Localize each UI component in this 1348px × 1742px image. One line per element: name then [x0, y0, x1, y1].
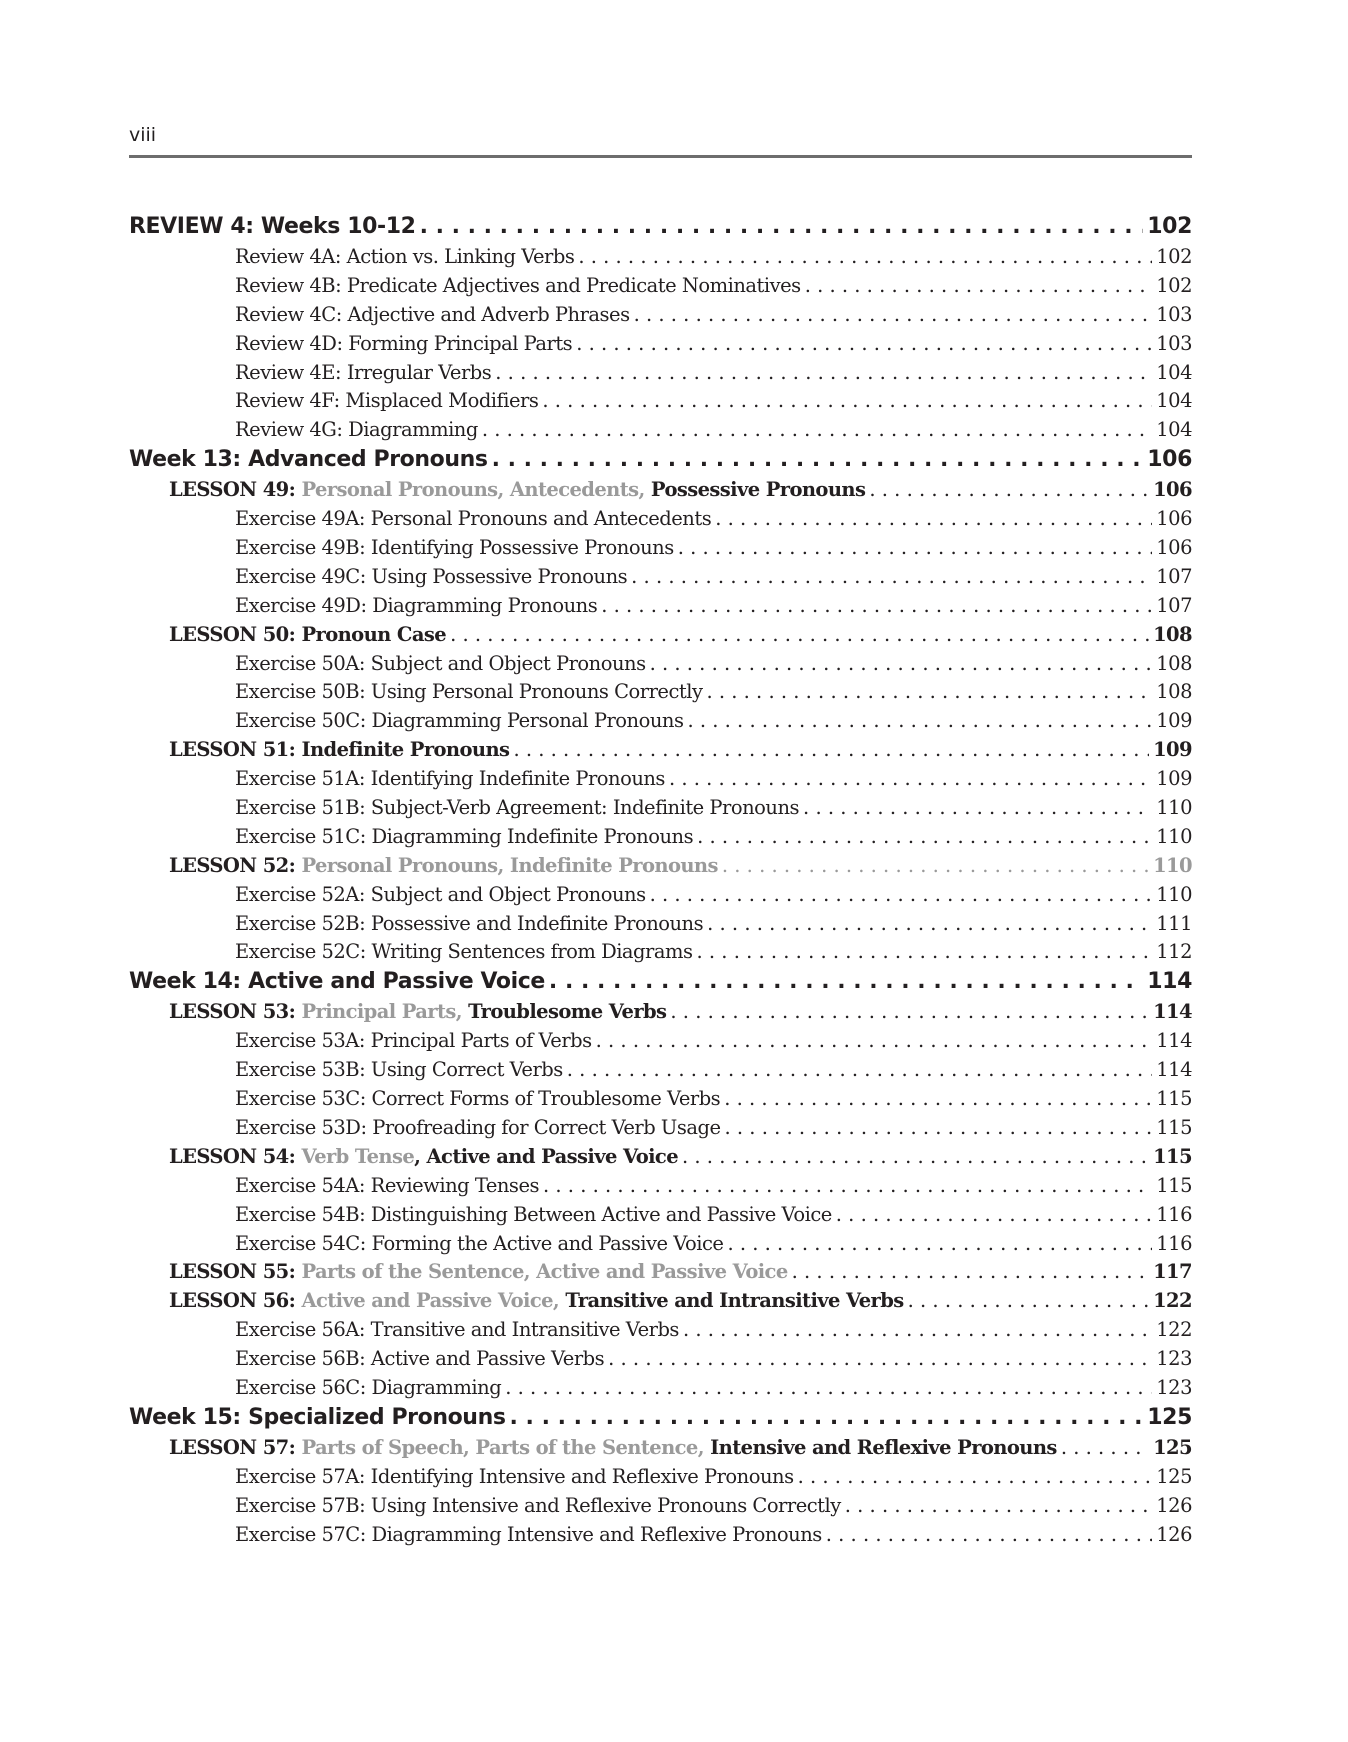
- toc-entry-lesson[interactable]: [129, 738, 1192, 767]
- toc-page-number: 114: [1153, 1000, 1192, 1024]
- toc-page-number: 110: [1156, 824, 1192, 848]
- lesson-label: LESSON 50:: [169, 622, 296, 646]
- toc-entry-lesson[interactable]: [129, 854, 1192, 883]
- toc-entry-title: Exercise 51A: Identifying Indefinite Pronouns: [235, 767, 665, 791]
- toc-entry-item[interactable]: [129, 709, 1192, 738]
- toc-entry-item[interactable]: [129, 825, 1192, 854]
- toc-entry-title: Exercise 53A: Principal Parts of Verbs: [235, 1029, 592, 1053]
- toc-entry-title: Exercise 51B: Subject-Verb Agreement: Indefinite Pronouns: [235, 796, 800, 820]
- toc-page-number: 108: [1153, 622, 1192, 646]
- dot-leader: [608, 1347, 1152, 1370]
- dot-leader: [634, 303, 1153, 326]
- toc-entry-title: Exercise 51C: Diagramming Indefinite Pronouns: [235, 824, 694, 848]
- toc-entry-week[interactable]: [129, 969, 1192, 1000]
- toc-page-number: 103: [1156, 302, 1192, 326]
- dot-leader: [724, 1087, 1152, 1110]
- toc-entry-title: Review 4C: Adjective and Adverb Phrases: [235, 302, 630, 326]
- lesson-label: LESSON 52:: [169, 853, 296, 877]
- toc-entry-week[interactable]: [129, 447, 1192, 478]
- dot-leader: [492, 447, 1144, 472]
- toc-page-number: 125: [1156, 1464, 1192, 1488]
- toc-entry-title: [169, 623, 446, 646]
- toc-entry-item[interactable]: [129, 1087, 1192, 1116]
- toc-page-number: 125: [1147, 1404, 1192, 1430]
- toc-page-number: 114: [1156, 1029, 1192, 1053]
- lesson-review-topics: Personal Pronouns, Antecedents,: [301, 478, 645, 502]
- lesson-new-topics: Pronoun Case: [301, 622, 447, 646]
- toc-page-number: 106: [1156, 507, 1192, 531]
- toc-entry-title: [169, 1289, 904, 1312]
- lesson-new-topics: Intensive and Reflexive Pronouns: [710, 1435, 1057, 1459]
- toc-entry-item[interactable]: [129, 796, 1192, 825]
- toc-entry-item[interactable]: [129, 1203, 1192, 1232]
- lesson-review-topics: Principal Parts,: [301, 1000, 462, 1024]
- dot-leader: [682, 1145, 1149, 1168]
- toc-page-number: 111: [1156, 911, 1192, 935]
- toc-entry-item[interactable]: [129, 1376, 1192, 1405]
- lesson-new-topics: Transitive and Intransitive Verbs: [565, 1289, 904, 1313]
- toc-entry-title: Week 15: Specialized Pronouns: [129, 1404, 506, 1430]
- toc-entry-title: REVIEW 4: Weeks 10-12: [129, 214, 416, 239]
- dot-leader: [513, 738, 1149, 761]
- toc-entry-item[interactable]: [129, 1494, 1192, 1523]
- dot-leader: [420, 214, 1144, 239]
- toc-entry-item[interactable]: [129, 1347, 1192, 1376]
- table-of-contents: [129, 214, 1192, 1551]
- toc-entry-item[interactable]: [129, 1058, 1192, 1087]
- toc-page-number: 104: [1156, 418, 1192, 442]
- toc-entry-title: Review 4B: Predicate Adjectives and Predicate Nominatives: [235, 273, 801, 297]
- toc-entry-item[interactable]: [129, 418, 1192, 447]
- dot-leader: [805, 274, 1153, 297]
- lesson-label: LESSON 51:: [169, 738, 296, 762]
- toc-entry-item[interactable]: [129, 1029, 1192, 1058]
- toc-entry-lesson[interactable]: [129, 1145, 1192, 1174]
- toc-entry-title: Review 4A: Action vs. Linking Verbs: [235, 245, 575, 268]
- toc-entry-title: Exercise 57B: Using Intensive and Reflexive Pronouns Correctly: [235, 1493, 841, 1517]
- dot-leader: [567, 1058, 1152, 1081]
- toc-entry-week[interactable]: [129, 1405, 1192, 1436]
- toc-entry-lesson[interactable]: [129, 1000, 1192, 1029]
- toc-entry-lesson[interactable]: [129, 623, 1192, 652]
- toc-entry-title: Exercise 53B: Using Correct Verbs: [235, 1058, 563, 1082]
- toc-page-number: 102: [1147, 214, 1192, 239]
- toc-entry-item[interactable]: [129, 1465, 1192, 1494]
- toc-entry-item[interactable]: [129, 680, 1192, 709]
- toc-page-number: 123: [1156, 1347, 1192, 1371]
- toc-page-number: 115: [1156, 1173, 1192, 1197]
- toc-entry-title: Exercise 56C: Diagramming: [235, 1375, 502, 1399]
- toc-entry-title: Exercise 53C: Correct Forms of Troublesome Verbs: [235, 1087, 721, 1111]
- toc-entry-lesson[interactable]: [129, 1260, 1192, 1289]
- toc-entry-item[interactable]: [129, 303, 1192, 332]
- toc-page-number: 114: [1156, 1058, 1192, 1082]
- lesson-review-topics: Active and Passive Voice,: [301, 1289, 560, 1313]
- toc-entry-title: [169, 478, 865, 501]
- toc-page-number: 103: [1156, 331, 1192, 355]
- dot-leader: [650, 652, 1153, 675]
- toc-entry-title: [169, 1436, 1057, 1459]
- toc-page-number: 102: [1156, 245, 1192, 268]
- lesson-new-topics: Indefinite Pronouns: [301, 738, 510, 762]
- toc-entry-title: Exercise 54C: Forming the Active and Passive Voice: [235, 1231, 724, 1255]
- toc-entry-item[interactable]: [129, 652, 1192, 681]
- dot-leader: [631, 565, 1152, 588]
- toc-entry-title: Exercise 56B: Active and Passive Verbs: [235, 1347, 605, 1371]
- toc-entry-title: Exercise 53D: Proofreading for Correct Verb Usage: [235, 1115, 721, 1139]
- lesson-review-topics: Parts of the Sentence, Active and Passive Voice: [301, 1260, 788, 1284]
- page-number: viii: [129, 124, 157, 146]
- lesson-new-topics: Troublesome Verbs: [468, 1000, 667, 1024]
- toc-entry-title: Exercise 50A: Subject and Object Pronouns: [235, 651, 646, 675]
- lesson-review-topics: Personal Pronouns, Indefinite Pronouns: [301, 853, 718, 877]
- toc-entry-title: Exercise 49B: Identifying Possessive Pronouns: [235, 536, 674, 560]
- dot-leader: [869, 478, 1149, 501]
- toc-page-number: 104: [1156, 389, 1192, 413]
- toc-entry-title: Review 4D: Forming Principal Parts: [235, 331, 573, 355]
- toc-page-number: 116: [1156, 1231, 1192, 1255]
- toc-entry-title: Exercise 50C: Diagramming Personal Pronouns: [235, 709, 684, 733]
- dot-leader: [725, 1116, 1153, 1139]
- toc-entry-title: Exercise 56A: Transitive and Intransitive Verbs: [235, 1318, 679, 1342]
- lesson-label: LESSON 56:: [169, 1289, 296, 1313]
- toc-page-number: 122: [1153, 1289, 1192, 1313]
- dot-leader: [543, 1174, 1152, 1197]
- toc-entry-lesson[interactable]: [129, 1289, 1192, 1318]
- dot-leader: [845, 1494, 1153, 1517]
- toc-page-number: 115: [1156, 1087, 1192, 1111]
- toc-page-number: 106: [1156, 536, 1192, 560]
- toc-entry-item[interactable]: [129, 1174, 1192, 1203]
- dot-leader: [542, 389, 1152, 412]
- toc-page-number: 126: [1156, 1522, 1192, 1546]
- toc-entry-title: Exercise 52B: Possessive and Indefinite Pronouns: [235, 911, 704, 935]
- toc-page-number: 109: [1156, 767, 1192, 791]
- toc-entry-title: Review 4F: Misplaced Modifiers: [235, 389, 539, 413]
- toc-entry-title: [169, 854, 718, 877]
- dot-leader: [670, 1000, 1149, 1023]
- toc-page-number: 109: [1153, 738, 1192, 762]
- toc-page-number: 102: [1156, 273, 1192, 297]
- dot-leader: [549, 969, 1143, 994]
- dot-leader: [722, 854, 1149, 877]
- toc-entry-title: Exercise 57C: Diagramming Intensive and Reflexive Pronouns: [235, 1522, 822, 1546]
- dot-leader: [601, 594, 1152, 617]
- dot-leader: [706, 680, 1152, 703]
- dot-leader: [707, 912, 1152, 935]
- toc-entry-item[interactable]: [129, 565, 1192, 594]
- dot-leader: [908, 1289, 1149, 1312]
- dot-leader: [683, 1318, 1152, 1341]
- toc-page-number: 117: [1153, 1260, 1192, 1284]
- toc-entry-title: [169, 1000, 666, 1023]
- dot-leader: [578, 245, 1152, 268]
- toc-entry-title: Exercise 50B: Using Personal Pronouns Correctly: [235, 680, 703, 704]
- dot-leader: [826, 1523, 1153, 1546]
- toc-entry-item[interactable]: [129, 912, 1192, 941]
- toc-page-number: 115: [1156, 1115, 1192, 1139]
- toc-entry-title: Exercise 49C: Using Possessive Pronouns: [235, 564, 628, 588]
- dot-leader: [836, 1203, 1152, 1226]
- toc-entry-item[interactable]: [129, 594, 1192, 623]
- dot-leader: [669, 767, 1152, 790]
- toc-entry-lesson[interactable]: [129, 1436, 1192, 1465]
- toc-entry-item[interactable]: [129, 361, 1192, 390]
- toc-page-number: 123: [1156, 1375, 1192, 1399]
- toc-entry-title: Exercise 54B: Distinguishing Between Active and Passive Voice: [235, 1202, 832, 1226]
- dot-leader: [697, 825, 1152, 848]
- toc-entry-item[interactable]: [129, 332, 1192, 361]
- toc-page-number: 122: [1156, 1318, 1192, 1342]
- dot-leader: [792, 1260, 1149, 1283]
- lesson-new-topics: Possessive Pronouns: [650, 478, 866, 502]
- toc-page-number: 112: [1156, 940, 1192, 964]
- toc-page-number: 126: [1156, 1493, 1192, 1517]
- toc-entry-item[interactable]: [129, 1523, 1192, 1552]
- toc-entry-title: Review 4E: Irregular Verbs: [235, 360, 492, 384]
- toc-entry-title: Exercise 57A: Identifying Intensive and Reflexive Pronouns: [235, 1464, 794, 1488]
- lesson-label: LESSON 49:: [169, 478, 296, 502]
- toc-entry-item[interactable]: [129, 507, 1192, 536]
- toc-page-number: 125: [1153, 1435, 1192, 1459]
- toc-page-number: 107: [1156, 593, 1192, 617]
- toc-page-number: 116: [1156, 1202, 1192, 1226]
- dot-leader: [596, 1029, 1153, 1052]
- dot-leader: [715, 507, 1152, 530]
- toc-entry-title: Review 4G: Diagramming: [235, 418, 478, 442]
- dot-leader: [1061, 1436, 1149, 1459]
- lesson-label: LESSON 53:: [169, 1000, 296, 1024]
- toc-entry-item[interactable]: [129, 940, 1192, 969]
- toc-entry-title: Exercise 54A: Reviewing Tenses: [235, 1173, 539, 1197]
- lesson-label: LESSON 54:: [169, 1144, 296, 1168]
- toc-entry-title: Week 14: Active and Passive Voice: [129, 969, 545, 995]
- toc-entry-item[interactable]: [129, 1116, 1192, 1145]
- toc-page-number: 106: [1147, 447, 1192, 473]
- dot-leader: [576, 332, 1152, 355]
- toc-entry-item[interactable]: [129, 389, 1192, 418]
- dot-leader: [678, 536, 1153, 559]
- toc-page-number: 108: [1156, 651, 1192, 675]
- toc-entry-item[interactable]: [129, 883, 1192, 912]
- toc-page-number: 114: [1147, 969, 1192, 995]
- toc-entry-title: [169, 1145, 678, 1168]
- toc-page-number: 107: [1156, 564, 1192, 588]
- toc-page-number: 109: [1156, 709, 1192, 733]
- toc-entry-title: Exercise 49A: Personal Pronouns and Antecedents: [235, 507, 712, 531]
- dot-leader: [505, 1376, 1152, 1399]
- toc-page-number: 106: [1153, 478, 1192, 502]
- toc-page-number: 104: [1156, 360, 1192, 384]
- toc-entry-item[interactable]: [129, 1318, 1192, 1347]
- toc-entry-item[interactable]: [129, 767, 1192, 796]
- dot-leader: [450, 623, 1149, 646]
- dot-leader: [798, 1465, 1153, 1488]
- dot-leader: [482, 418, 1152, 441]
- lesson-review-topics: Parts of Speech, Parts of the Sentence,: [301, 1435, 704, 1459]
- toc-entry-item[interactable]: [129, 1232, 1192, 1261]
- dot-leader: [687, 709, 1152, 732]
- toc-entry-lesson[interactable]: [129, 478, 1192, 507]
- toc-entry-title: Exercise 52A: Subject and Object Pronouns: [235, 882, 646, 906]
- dot-leader: [650, 883, 1153, 906]
- lesson-label: LESSON 57:: [169, 1435, 296, 1459]
- toc-page-number: 110: [1153, 853, 1192, 877]
- header-rule: [129, 155, 1192, 158]
- toc-entry-item[interactable]: [129, 245, 1192, 274]
- toc-page-number: 110: [1156, 796, 1192, 820]
- toc-entry-title: Week 13: Advanced Pronouns: [129, 447, 488, 473]
- toc-entry-week[interactable]: [129, 214, 1192, 245]
- dot-leader: [510, 1405, 1144, 1430]
- toc-page-number: 108: [1156, 680, 1192, 704]
- lesson-new-topics: , Active and Passive Voice: [414, 1144, 678, 1168]
- lesson-label: LESSON 55:: [169, 1260, 296, 1284]
- toc-page-number: 115: [1153, 1144, 1192, 1168]
- dot-leader: [727, 1232, 1152, 1255]
- lesson-review-topics: Verb Tense: [301, 1144, 415, 1168]
- toc-entry-title: [169, 738, 509, 761]
- toc-entry-title: Exercise 49D: Diagramming Pronouns: [235, 593, 598, 617]
- toc-entry-item[interactable]: [129, 536, 1192, 565]
- toc-entry-title: Exercise 52C: Writing Sentences from Diagrams: [235, 940, 693, 964]
- toc-entry-item[interactable]: [129, 274, 1192, 303]
- toc-entry-title: [169, 1260, 788, 1283]
- toc-page-number: 110: [1156, 882, 1192, 906]
- dot-leader: [803, 796, 1152, 819]
- dot-leader: [697, 940, 1153, 963]
- dot-leader: [495, 361, 1152, 384]
